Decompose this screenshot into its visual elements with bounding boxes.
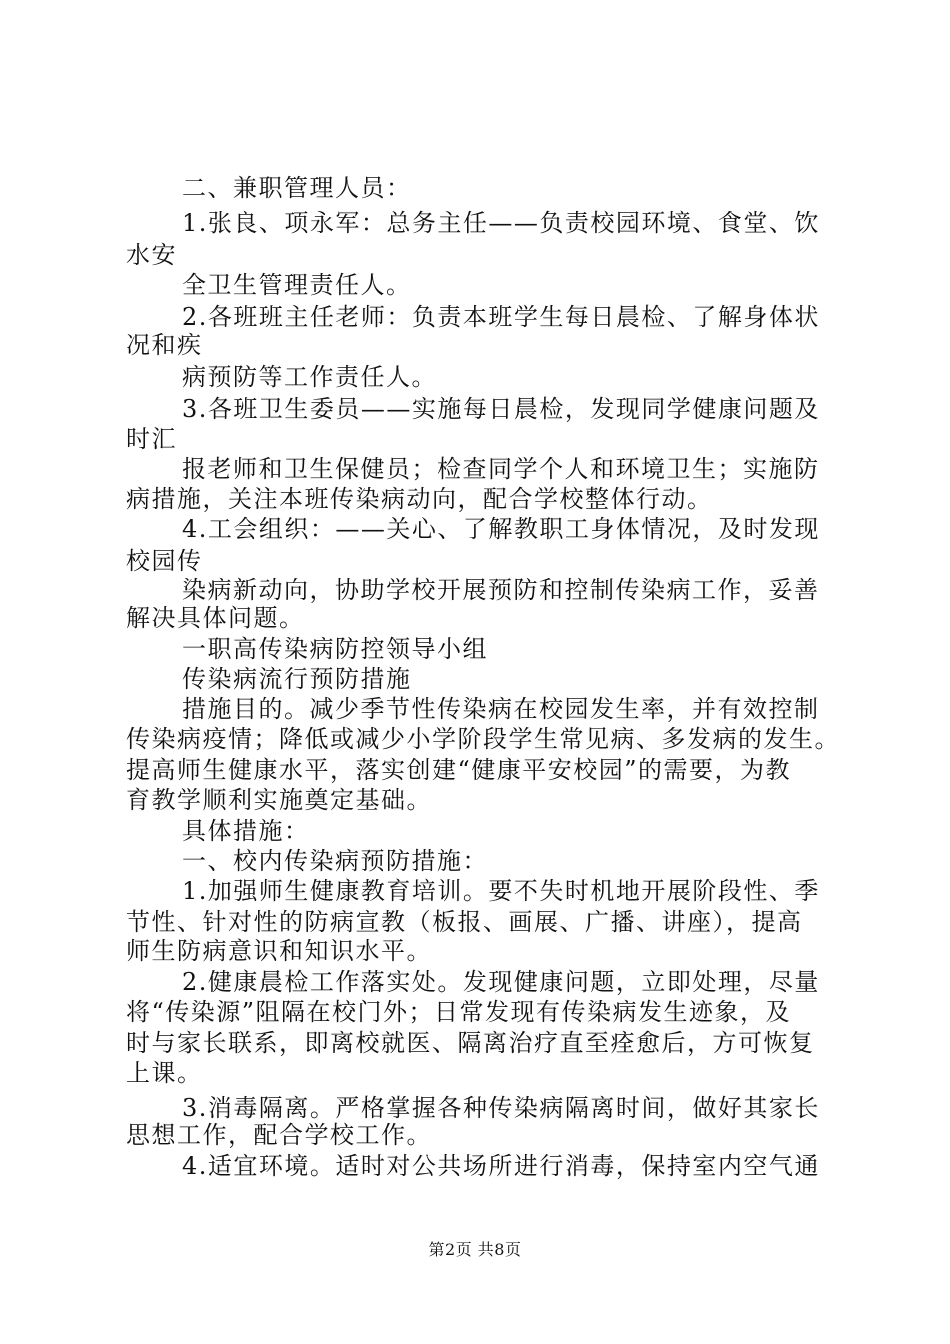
text-line: 况和疾 — [126, 331, 203, 359]
text-line: 一职高传染病防控领导小组 — [182, 635, 488, 663]
text-line: 校园传 — [126, 547, 203, 575]
text-line: 1.张良、项永军：总务主任——负责校园环境、食堂、饮 — [182, 209, 820, 237]
text-line: 病措施，关注本班传染病动向，配合学校整体行动。 — [126, 485, 713, 513]
text-line: 提高师生健康水平，落实创建“健康平安校园”的需要，为教 — [126, 756, 792, 784]
text-line: 传染病流行预防措施 — [182, 665, 412, 693]
text-line: 将“传染源”阻隔在校门外；日常发现有传染病发生迹象，及 — [126, 998, 792, 1026]
text-line: 时与家长联系，即离校就医、隔离治疗直至痊愈后，方可恢复 — [126, 1029, 815, 1057]
text-line: 具体措施： — [182, 817, 310, 845]
text-line: 4.适宜环境。适时对公共场所进行消毒，保持室内空气通 — [182, 1152, 820, 1180]
text-line: 上课。 — [126, 1059, 203, 1087]
text-line: 育教学顺利实施奠定基础。 — [126, 786, 432, 814]
text-line: 染病新动向，协助学校开展预防和控制传染病工作，妥善 — [182, 576, 820, 604]
text-line: 4.工会组织：——关心、了解教职工身体情况，及时发现 — [182, 515, 820, 543]
text-line: 2.各班班主任老师：负责本班学生每日晨检、了解身体状 — [182, 303, 820, 331]
text-line: 全卫生管理责任人。 — [182, 271, 412, 299]
text-line: 解决具体问题。 — [126, 604, 305, 632]
text-line: 报老师和卫生保健员；检查同学个人和环境卫生；实施防 — [182, 455, 820, 483]
text-line: 二、兼职管理人员： — [182, 174, 412, 202]
text-line: 措施目的。减少季节性传染病在校园发生率，并有效控制 — [182, 695, 820, 723]
text-line: 水安 — [126, 241, 177, 269]
text-line: 师生防病意识和知识水平。 — [126, 937, 432, 965]
text-line: 3.各班卫生委员——实施每日晨检，发现同学健康问题及 — [182, 395, 820, 423]
text-line: 1.加强师生健康教育培训。要不失时机地开展阶段性、季 — [182, 877, 820, 905]
text-line: 时汇 — [126, 425, 177, 453]
page-number-footer: 第2页 共8页 — [428, 1240, 522, 1259]
text-line: 一、校内传染病预防措施： — [182, 847, 488, 875]
text-line: 节性、针对性的防病宣教（板报、画展、广播、讲座），提高 — [126, 908, 803, 936]
text-line: 病预防等工作责任人。 — [182, 363, 437, 391]
text-line: 2.健康晨检工作落实处。发现健康问题，立即处理，尽量 — [182, 968, 820, 996]
text-line: 传染病疫情；降低或减少小学阶段学生常见病、多发病的发生。 — [126, 725, 840, 753]
text-line: 思想工作，配合学校工作。 — [126, 1121, 432, 1149]
text-line: 3.消毒隔离。严格掌握各种传染病隔离时间，做好其家长 — [182, 1094, 820, 1122]
